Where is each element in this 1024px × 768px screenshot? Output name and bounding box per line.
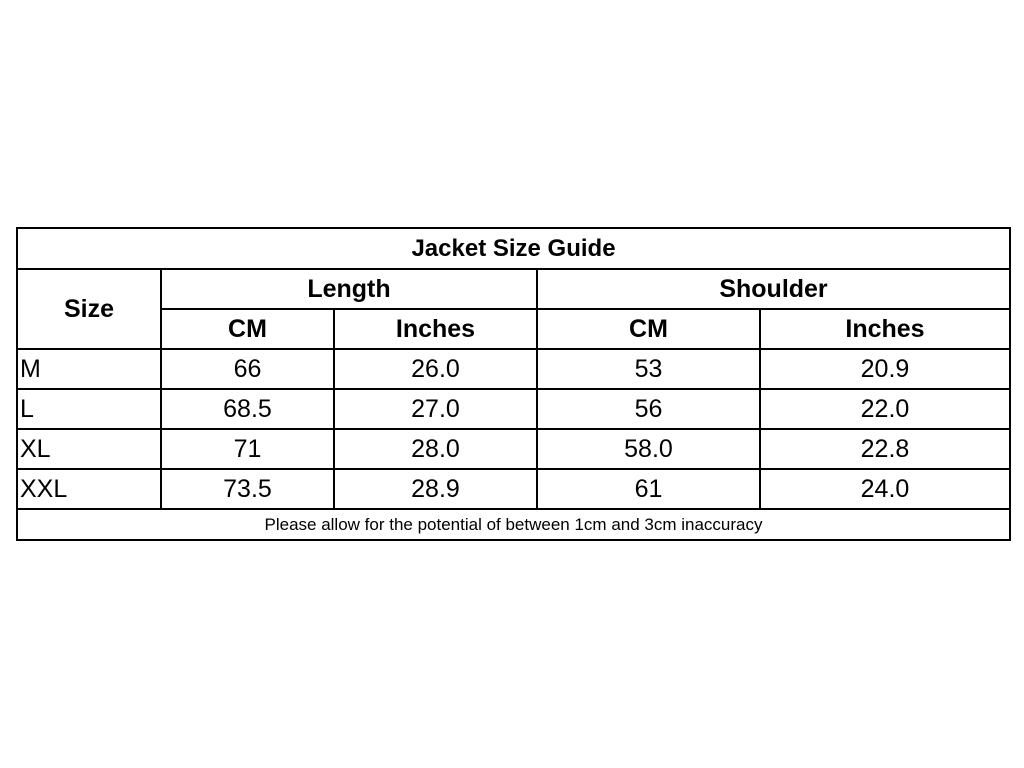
shoulder-inches-header: Inches [760, 309, 1010, 349]
table-row [17, 469, 1010, 509]
length-inches-cell: 28.9 [334, 469, 537, 509]
unit-header-row [17, 309, 1010, 349]
length-cm-cell: 66 [161, 349, 334, 389]
shoulder-inches-cell: 20.9 [760, 349, 1010, 389]
table-row [17, 389, 1010, 429]
size-column-header: Size [17, 269, 161, 349]
length-inches-cell: 27.0 [334, 389, 537, 429]
shoulder-cm-cell: 61 [537, 469, 760, 509]
table-row [17, 349, 1010, 389]
size-cell: XXL [17, 469, 161, 509]
group-header-row [17, 269, 1010, 309]
length-inches-cell: 28.0 [334, 429, 537, 469]
shoulder-cm-header: CM [537, 309, 760, 349]
length-cm-cell: 68.5 [161, 389, 334, 429]
shoulder-inches-cell: 22.0 [760, 389, 1010, 429]
table-row [17, 429, 1010, 469]
shoulder-inches-cell: 22.8 [760, 429, 1010, 469]
title-row [17, 228, 1010, 269]
accuracy-note: Please allow for the potential of between 1cm and 3cm inaccuracy [17, 509, 1010, 540]
shoulder-cm-cell: 53 [537, 349, 760, 389]
size-cell: XL [17, 429, 161, 469]
length-inches-cell: 26.0 [334, 349, 537, 389]
shoulder-inches-cell: 24.0 [760, 469, 1010, 509]
shoulder-cm-cell: 58.0 [537, 429, 760, 469]
length-group-header: Length [161, 269, 537, 309]
size-cell: M [17, 349, 161, 389]
shoulder-cm-cell: 56 [537, 389, 760, 429]
length-inches-header: Inches [334, 309, 537, 349]
length-cm-cell: 73.5 [161, 469, 334, 509]
length-cm-cell: 71 [161, 429, 334, 469]
size-cell: L [17, 389, 161, 429]
length-cm-header: CM [161, 309, 334, 349]
table-title: Jacket Size Guide [17, 228, 1010, 269]
note-row [17, 509, 1010, 540]
size-guide-table [16, 227, 1011, 541]
shoulder-group-header: Shoulder [537, 269, 1010, 309]
